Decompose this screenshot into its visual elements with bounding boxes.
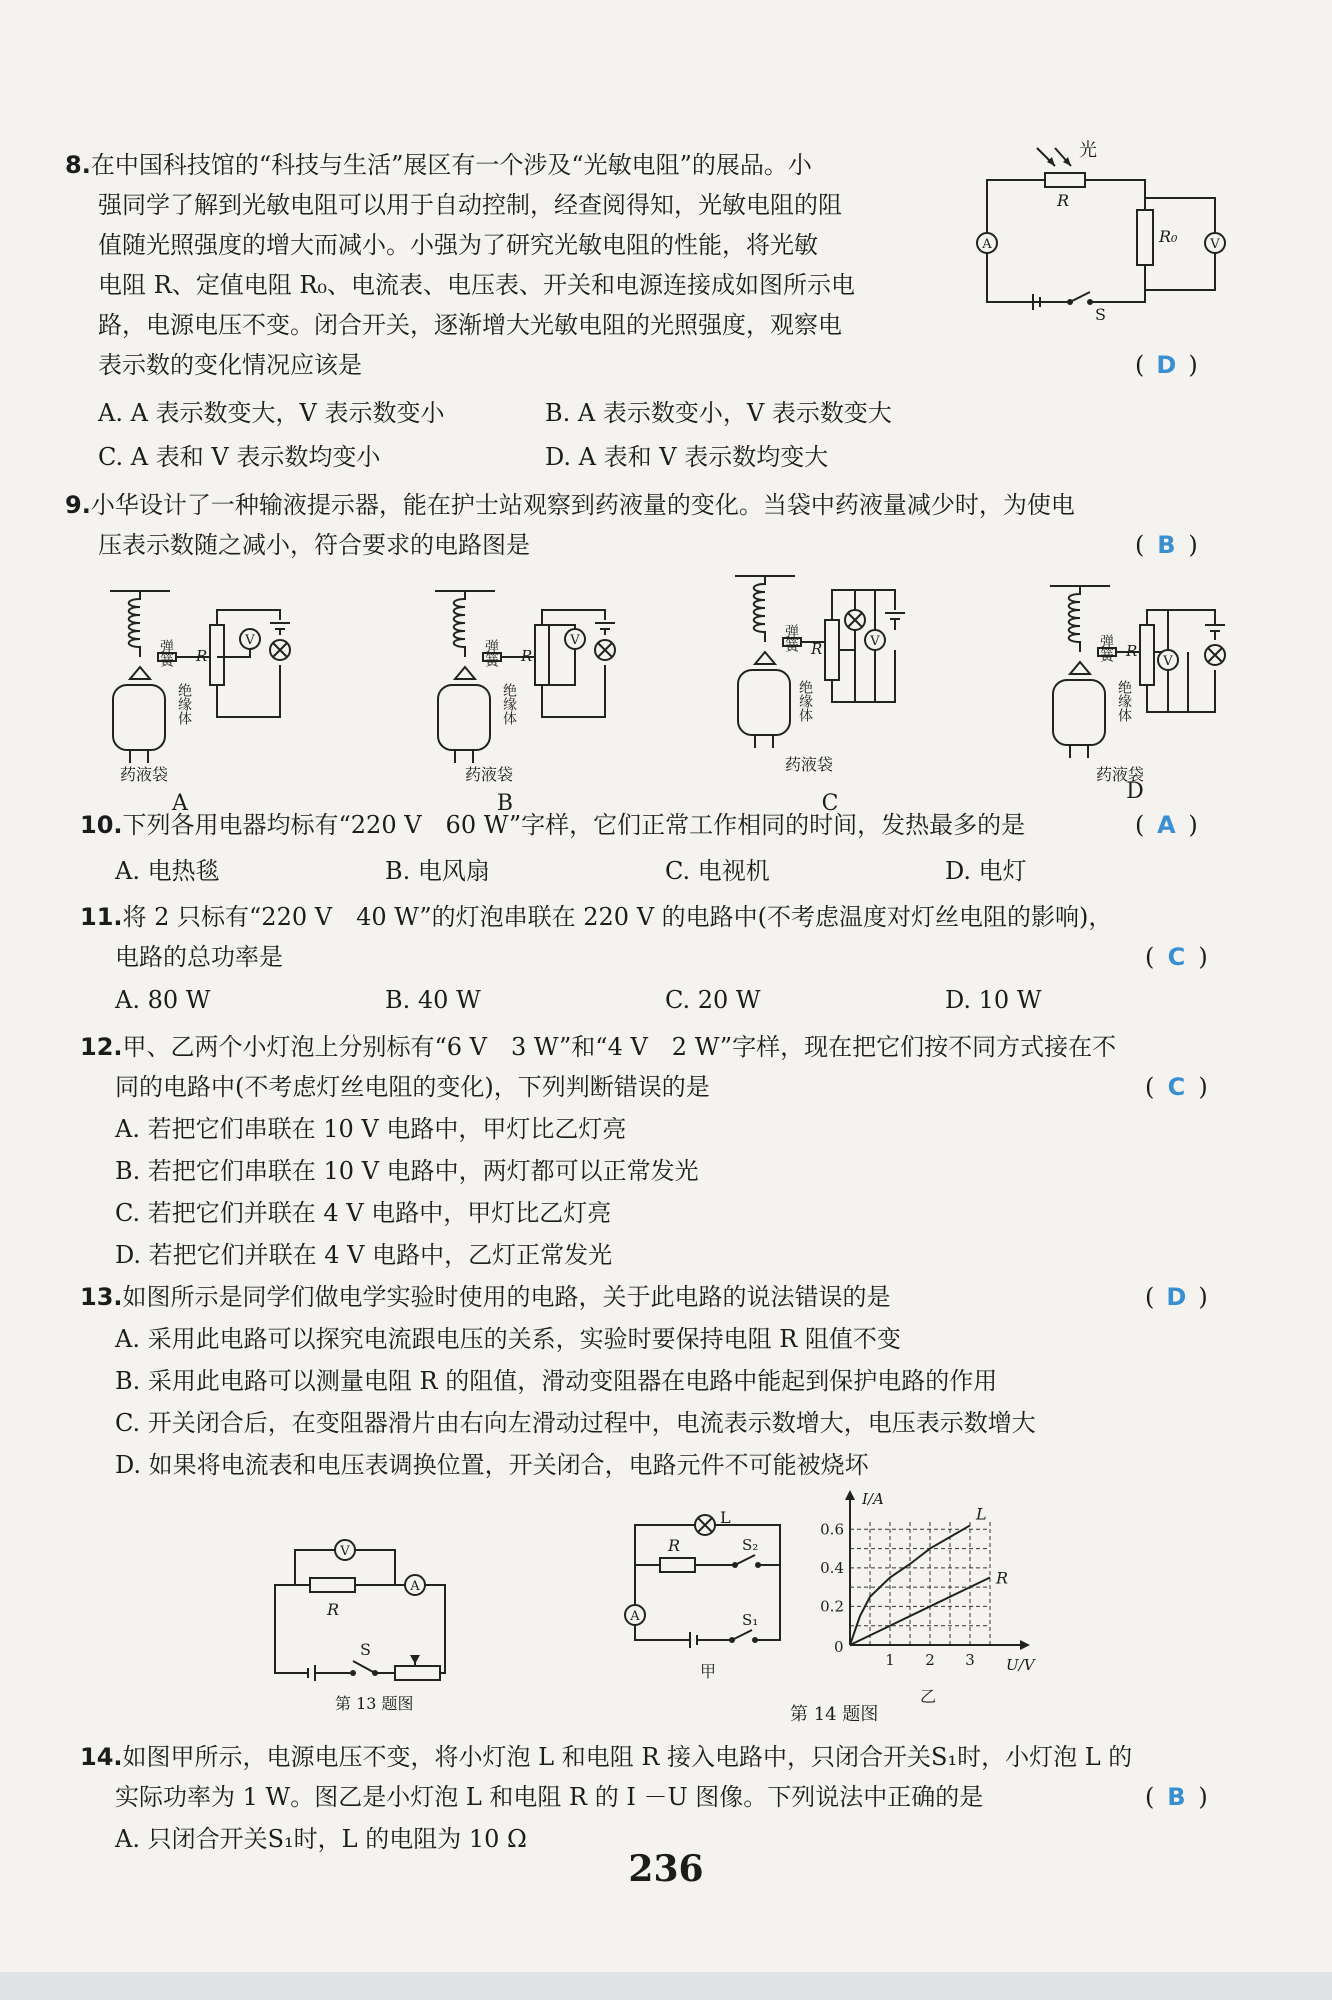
q8-option-c: C. A 表和 V 表示数均变小 bbox=[98, 443, 381, 471]
q12-option-b: B. 若把它们串联在 10 V 电路中，两灯都可以正常发光 bbox=[115, 1157, 699, 1185]
q9-diagram-d bbox=[1040, 580, 1240, 804]
q12-line-2: 同的电路中(不考虑灯丝电阻的变化)，下列判断错误的是 bbox=[115, 1073, 710, 1101]
svg-text:S₁: S₁ bbox=[742, 1611, 759, 1629]
q9-diagram-c bbox=[725, 570, 925, 816]
q13-rheostat bbox=[395, 1666, 440, 1680]
q13-line-1: 13.如图所示是同学们做电学实验时使用的电路，关于此电路的说法错误的是 bbox=[80, 1283, 891, 1311]
q12-option-d: D. 若把它们并联在 4 V 电路中，乙灯正常发光 bbox=[115, 1241, 613, 1269]
q12-line-1: 12.甲、乙两个小灯泡上分别标有“6 V 3 W”和“4 V 2 W”字样，现在把它们按不同方式接在不 bbox=[80, 1033, 1117, 1061]
q8-line-6: 表示数的变化情况应该是 bbox=[98, 351, 362, 379]
q9-label-a: A bbox=[172, 791, 188, 816]
page-number: 236 bbox=[628, 1848, 704, 1890]
q9-line-2: 压表示数随之减小，符合要求的电路图是 bbox=[98, 531, 530, 559]
q14-line-1: 14.如图甲所示，电源电压不变，将小灯泡 L 和电阻 R 接入电路中，只闭合开关S₁时，小灯泡 L 的 bbox=[80, 1743, 1133, 1771]
svg-text:R: R bbox=[327, 1600, 340, 1619]
q8-answer-box: ( D ) bbox=[1135, 351, 1198, 379]
series-label-R: R bbox=[996, 1568, 1009, 1588]
q14-label-jia: 甲 bbox=[700, 1662, 717, 1681]
svg-text:R: R bbox=[811, 640, 823, 658]
q11-option-d: D. 10 W bbox=[945, 986, 1042, 1014]
svg-text:药液袋: 药液袋 bbox=[785, 755, 834, 774]
svg-text:弹簧: 弹簧 bbox=[783, 624, 799, 652]
q9-label-c: C bbox=[821, 791, 839, 816]
q14-resistor bbox=[660, 1558, 695, 1572]
q14-option-a: A. 只闭合开关S₁时，L 的电阻为 10 Ω bbox=[115, 1825, 527, 1853]
q14-line-2: 实际功率为 1 W。图乙是小灯泡 L 和电阻 R 的 I －U 图像。下列说法中正确的是 bbox=[115, 1783, 984, 1811]
q9-diagram-b bbox=[425, 585, 625, 816]
svg-text:绝缘体: 绝缘体 bbox=[1116, 680, 1132, 722]
y-tick-label: 0.2 bbox=[820, 1597, 844, 1616]
q11-line-1: 11.将 2 只标有“220 V 40 W”的灯泡串联在 220 V 的电路中(不考虑温度对灯丝电阻的影响)， bbox=[80, 903, 1113, 931]
q11-option-a: A. 80 W bbox=[115, 986, 211, 1014]
q9-diagram-a bbox=[100, 585, 300, 816]
q10-line-1: 10.下列各用电器均标有“220 V 60 W”字样，它们正常工作相同的时间，发热最多的是 bbox=[80, 811, 1026, 839]
q8-option-b: B. A 表示数变小，V 表示数变大 bbox=[545, 399, 892, 427]
q8-line-3: 值随光照强度的增大而减小。小强为了研究光敏电阻的性能，将光敏 bbox=[98, 231, 818, 259]
q8-voltmeter-label: V bbox=[1210, 237, 1220, 252]
q8-line-2: 强同学了解到光敏电阻可以用于自动控制，经查阅得知，光敏电阻的阻 bbox=[98, 191, 842, 219]
q8-r-label: R bbox=[1057, 191, 1070, 210]
q12-answer-box: ( C ) bbox=[1145, 1073, 1208, 1101]
y-axis-label: I/A bbox=[862, 1490, 884, 1508]
svg-text:V: V bbox=[340, 1544, 350, 1559]
q8-photoresistor bbox=[1045, 173, 1085, 187]
svg-text:A: A bbox=[630, 1609, 640, 1624]
origin-label: 0 bbox=[834, 1638, 844, 1656]
q13-option-d: D. 如果将电流表和电压表调换位置，开关闭合，电路元件不可能被烧坏 bbox=[115, 1451, 869, 1479]
bottom-strip bbox=[0, 1972, 1332, 2000]
x-tick-label: 2 bbox=[925, 1651, 935, 1669]
x-tick-label: 3 bbox=[965, 1651, 975, 1669]
q13-caption: 第 13 题图 bbox=[335, 1694, 414, 1713]
q8-light-label: 光 bbox=[1079, 140, 1097, 161]
svg-text:绝缘体: 绝缘体 bbox=[176, 683, 192, 725]
svg-text:R: R bbox=[196, 647, 208, 665]
q10-option-a: A. 电热毯 bbox=[115, 857, 220, 885]
svg-text:V: V bbox=[1163, 654, 1173, 669]
svg-text:V: V bbox=[245, 633, 255, 648]
q10-option-d: D. 电灯 bbox=[945, 857, 1027, 885]
q10-option-b: B. 电风扇 bbox=[385, 857, 490, 885]
q11-line-2: 电路的总功率是 bbox=[115, 943, 283, 971]
svg-text:R: R bbox=[668, 1536, 681, 1555]
y-tick-label: 0.6 bbox=[820, 1520, 844, 1539]
q11-option-b: B. 40 W bbox=[385, 986, 481, 1014]
svg-text:绝缘体: 绝缘体 bbox=[501, 683, 517, 725]
q8-circuit-figure bbox=[975, 140, 1235, 324]
q13-circuit-figure bbox=[265, 1535, 465, 1715]
svg-text:绝缘体: 绝缘体 bbox=[797, 680, 813, 722]
q9-label-d: D bbox=[1126, 779, 1144, 804]
q14-figure-caption: 第 14 题图 bbox=[790, 1704, 879, 1725]
q14-answer-box: ( B ) bbox=[1145, 1783, 1208, 1811]
q8-fixed-resistor bbox=[1137, 210, 1153, 265]
q13-answer-box: ( D ) bbox=[1145, 1283, 1208, 1311]
svg-text:弹簧: 弹簧 bbox=[158, 639, 174, 667]
q8-line-1: 8.在中国科技馆的“科技与生活”展区有一个涉及“光敏电阻”的展品。小 bbox=[65, 151, 812, 179]
q13-option-a: A. 采用此电路可以探究电流跟电压的关系，实验时要保持电阻 R 阻值不变 bbox=[115, 1325, 901, 1353]
svg-text:L: L bbox=[720, 1508, 731, 1527]
svg-text:S₂: S₂ bbox=[742, 1536, 759, 1554]
q14-circuit-figure bbox=[620, 1505, 800, 1685]
q8-ammeter-label: A bbox=[982, 237, 992, 252]
q8-switch-label: S bbox=[1095, 305, 1106, 324]
q12-option-a: A. 若把它们串联在 10 V 电路中，甲灯比乙灯亮 bbox=[115, 1115, 627, 1143]
q9-answer-box: ( B ) bbox=[1135, 531, 1198, 559]
svg-text:S: S bbox=[360, 1640, 371, 1659]
q9-label-b: B bbox=[496, 791, 514, 816]
q9-line-1: 9.小华设计了一种输液提示器，能在护士站观察到药液量的变化。当袋中药液量减少时，为使电 bbox=[65, 491, 1075, 519]
q8-line-4: 电阻 R、定值电阻 R₀、电流表、电压表、开关和电源连接成如图所示电 bbox=[98, 271, 856, 299]
y-tick-label: 0.4 bbox=[820, 1558, 844, 1577]
q8-line-5: 路，电源电压不变。闭合开关，逐渐增大光敏电阻的光照强度，观察电 bbox=[98, 311, 842, 339]
q10-answer-box: ( A ) bbox=[1135, 811, 1198, 839]
q8-option-a: A. A 表示数变大，V 表示数变小 bbox=[98, 399, 445, 427]
q13-option-c: C. 开关闭合后，在变阻器滑片由右向左滑动过程中，电流表示数增大，电压表示数增大 bbox=[115, 1409, 1036, 1437]
x-tick-label: 1 bbox=[885, 1651, 895, 1669]
series-label-L: L bbox=[976, 1504, 987, 1524]
q11-option-c: C. 20 W bbox=[665, 986, 761, 1014]
svg-text:药液袋: 药液袋 bbox=[120, 765, 169, 784]
q10-option-c: C. 电视机 bbox=[665, 857, 770, 885]
q13-option-b: B. 采用此电路可以测量电阻 R 的阻值，滑动变阻器在电路中能起到保护电路的作用 bbox=[115, 1367, 998, 1395]
svg-text:药液袋: 药液袋 bbox=[465, 765, 514, 784]
svg-text:V: V bbox=[870, 634, 880, 649]
svg-text:弹簧: 弹簧 bbox=[483, 639, 499, 667]
svg-text:R: R bbox=[521, 647, 533, 665]
q8-r0-label: R₀ bbox=[1159, 227, 1178, 246]
x-axis-label: U/V bbox=[1006, 1656, 1035, 1674]
q12-option-c: C. 若把它们并联在 4 V 电路中，甲灯比乙灯亮 bbox=[115, 1199, 612, 1227]
q8-option-d: D. A 表和 V 表示数均变大 bbox=[545, 443, 829, 471]
svg-text:弹簧: 弹簧 bbox=[1098, 634, 1114, 662]
q14-label-yi: 乙 bbox=[920, 1687, 937, 1706]
svg-text:R: R bbox=[1126, 642, 1138, 660]
svg-text:A: A bbox=[410, 1579, 420, 1594]
svg-text:V: V bbox=[570, 633, 580, 648]
q11-answer-box: ( C ) bbox=[1145, 943, 1208, 971]
q14-iu-chart bbox=[810, 1490, 1040, 1706]
svg-text:药液袋: 药液袋 bbox=[1096, 765, 1145, 784]
q13-resistor bbox=[310, 1578, 355, 1592]
